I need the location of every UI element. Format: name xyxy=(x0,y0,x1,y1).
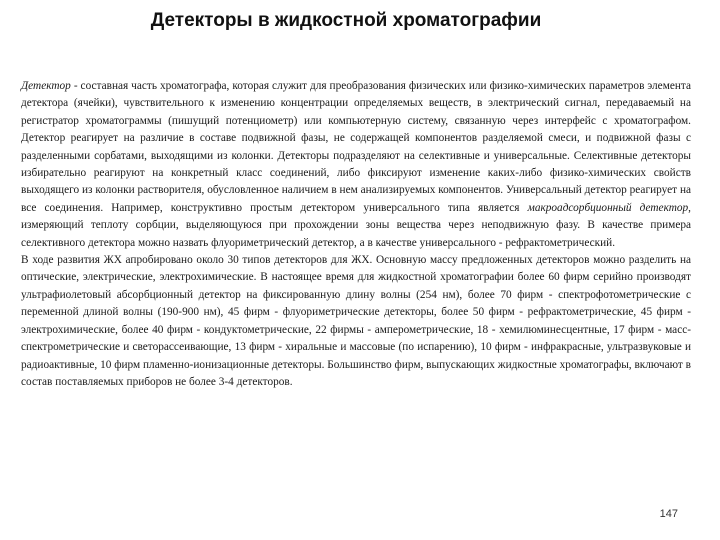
page-title: Детекторы в жидкостной хроматографии xyxy=(150,10,542,31)
paragraph-1-text-b: , измеряющий теплоту сорбции, выделяющуюся при прохождении зоны вещества через неподвижную фазу. В качестве примера селективного детектора можно назвать флуориметрический детектор, а в качестве универсального - рефрактометрический. xyxy=(21,201,691,249)
term-detector: Детектор xyxy=(21,80,71,92)
page-number: 147 xyxy=(659,508,678,520)
paragraph-detector-types: В ходе развития ЖХ апробировано около 30 типов детекторов для ЖХ. Основную массу предложенных детекторов можно разделить на оптические, электрические, электрохимические. В настоящее время для жидкостной хроматографии более 60 фирм серийно производят ультрафиолетовый абсорбционный детектор на фиксированную длину волны (254 нм), более 70 фирм - спектрофотометрические с переменной длиной волны (190-900 нм), 45 фирм - флуориметрические детекторы, более 50 фирм - рефрактометрические, 45 фирм - электрохимические, более 40 фирм - кондуктометрические, 22 фирмы - амперометрические, 18 - хемилюминесцентные, 17 фирм - масс-спектрометрические и светорассеивающие, 13 фирм - хиральные и массовые (по испарению), 10 фирм - инфракрасные, ультразвуковые и радиоактивные, 10 фирм пламенно-ионизационные детекторы. Большинство фирм, выпускающих жидкостные хроматографы, включают в состав поставляемых приборов не более 3-4 детекторов. xyxy=(21,254,692,388)
body-text xyxy=(21,78,691,391)
paragraph-detector-definition xyxy=(21,78,691,252)
term-macroadsorption-detector: макроадсорбционный детектор xyxy=(527,201,689,214)
paragraph-1-text-a: - составная часть хроматографа, которая служит для преобразования физических или физико-химических параметров элемента детектора (ячейки), чувствительного к изменению концентрации определяемых веществ, в электрический сигнал, передаваемый на регистратор хроматограммы (пишущий потенциометр) или компьютерную систему, связанную через интерфейс с хроматографом. Детектор реагирует на различие в составе подвижной фазы, не содержащей компонентов разделяемой смеси, и подвижной фазы с разделенными сорбатами, выходящими из колонки. Детекторы подразделяют на селективные и универсальные. Селективные детекторы избирательно реагируют на конкретный класс соединений, либо фиксируют изменение каких-либо физико-химических свойств выходящего из колонки растворителя, обусловленное наличием в нем анализируемых компонентов. Универсальный детектор реагирует на все соединения. Например, конструктивно простым детектором универсального типа является xyxy=(21,80,691,214)
